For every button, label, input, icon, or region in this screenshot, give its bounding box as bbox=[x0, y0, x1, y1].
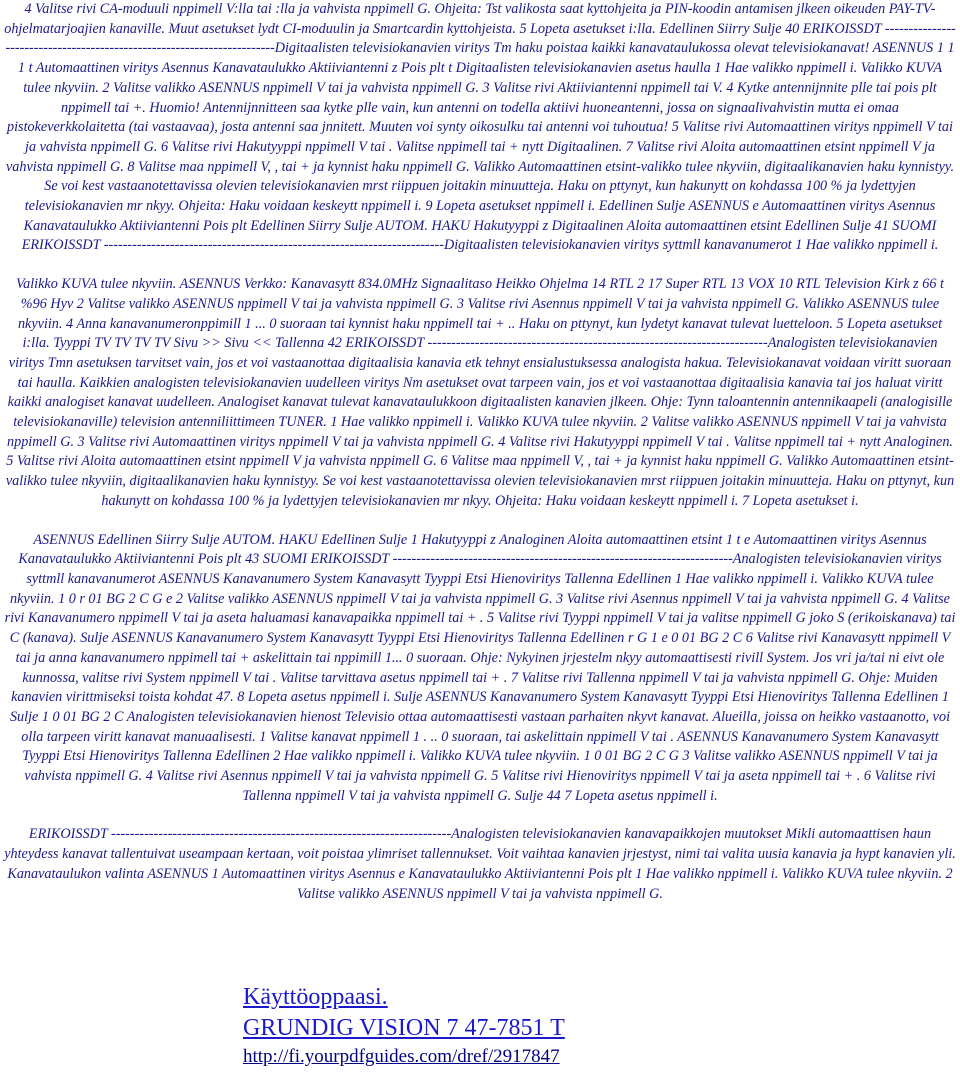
model-link[interactable]: GRUNDIG VISION 7 47-7851 T bbox=[243, 1015, 565, 1041]
manual-paragraph-3: ASENNUS Edellinen Siirry Sulje AUTOM. HAKU Edellinen Sulje 1 Hakutyyppi z Analoginen Aloita automaattinen etsint 1 t e Automaattinen viritys Asennus Kanavataulukko Aktiiviantenni Pois plt 43 SUOMI ERIKOISSDT ------------------------------------------------------------------------Analogisten televisiokanavien viritys syttmll kanavanumerot ASENNUS Kanavanumero System Kanavasytt Tyyppi Etsi Hienoviritys Tallenna Edellinen 1 Hae valikko nppimell i. Valikko KUVA tulee nkyviin. 1 0 r 01 BG 2 C G e 2 Valitse valikko ASENNUS nppimell V tai ja vahvista nppimell G. 3 Valitse rivi Asennus nppimell V tai ja vahvista nppimell G. 4 Valitse rivi Kanavanumero nppimell V tai ja aseta haluamasi kanavapaikka nppimell tai + . 5 Valitse rivi Tyyppi nppimell V tai ja valitse nppimell G joko S (erikoiskanava) tai C (kanava). Sulje ASENNUS Kanavanumero System Kanavasytt Tyyppi Etsi Hienoviritys Tallenna Edellinen r G 1 e 0 01 BG 2 C 6 Valitse rivi Kanavasytt nppimell V tai ja anna kanavanumero nppimell tai + askelittain tai nppimill 1... 0 suoraan. Ohje: Nykyinen jrjestelm nkyy automaattisesti rivill System. Jos vri ja/tai ni eivt ole kunnossa, valitse rivi System nppimell V tai . Valitse tarvittava asetus nppimell tai + . 7 Valitse rivi Tallenna nppimell V tai ja vahvista nppimell G. Ohje: Muiden kanavien virittmiseksi toista kohdat 47. 8 Lopeta asetus nppimell i. Sulje ASENNUS Kanavanumero System Kanavasytt Tyyppi Etsi Hienoviritys Tallenna Edellinen 1 Sulje 1 0 01 BG 2 C Analogisten televisiokanavien hienost Televisio ottaa automaattisesti vastaan parhaiten nkyvt kanavat. Alueilla, joissa on heikko vastaanotto, voi olla tarpeen viritt kanavat manuaalisesti. 1 Valitse kanavat nppimell 1 . .. 0 suoraan, tai askelittain nppimell V tai . ASENNUS Kanavanumero System Kanavasytt Tyyppi Etsi Hienoviritys Tallenna Edellinen 2 Hae valikko nppimell i. Valikko KUVA tulee nkyviin. 1 0 01 BG 2 C G 3 Valitse valikko ASENNUS nppimell V tai ja vahvista nppimell G. 4 Valitse rivi Asennus nppimell V tai ja vahvista nppimell G. 5 Valitse rivi Hienoviritys nppimell V tai ja aseta nppimell tai + . 6 Valitse rivi Tallenna nppimell V tai ja vahvista nppimell G. Sulje 44 7 Lopeta asetus nppimell i. bbox=[4, 531, 956, 804]
manual-paragraph-4: ERIKOISSDT ------------------------------------------------------------------------Analogisten televisiokanavien kanavapaikkojen muutokset Mikli automaattisen haun yhteydess kanavat tallentuivat useampaan kertaan, voit poistaa ylimriset tallennukset. Voit vaihtaa kanavien jrjestyst, nimi tai valita uusia kanavia ja hypt kanavien yli. Kanavataulukon valinta ASENNUS 1 Automaattinen viritys Asennus e Kanavataulukko Aktiiviantenni Pois plt 1 Hae valikko nppimell i. Valikko KUVA tulee nkyviin. 2 Valitse valikko ASENNUS nppimell V tai ja vahvista nppimell G. bbox=[4, 826, 956, 902]
source-url-link[interactable]: http://fi.yourpdfguides.com/dref/2917847 bbox=[243, 1046, 560, 1067]
paragraph-spacer bbox=[4, 806, 956, 825]
manual-text-body bbox=[4, 0, 956, 904]
paragraph-spacer bbox=[4, 256, 956, 275]
footer-links bbox=[243, 983, 743, 1070]
manual-paragraph-1: 4 Valitse rivi CA-moduuli nppimell V:lla tai :lla ja vahvista nppimell G. Ohjeita: Tst valikosta saat kyttohjeita ja PIN-koodin antamisen jlkeen oikeuden PAY-TV-ohjelmatarjoajien kanaville. Muut asetukset lydt CI-moduulin ja Smartcardin kyttohjeista. 5 Lopeta asetukset i:lla. Edellinen Siirry Sulje 40 ERIKOISSDT ------------------------------------------------------------------------Digitaalisten televisiokanavien viritys Tm haku poistaa kaikki kanavataulukossa olevat televisiokanavat! ASENNUS 1 1 1 t Automaattinen viritys Asennus Kanavataulukko Aktiiviantenni z Pois plt t Digitaalisten televisiokanavien asetus haulla 1 Hae valikko nppimell i. Valikko KUVA tulee nkyviin. 2 Valitse valikko ASENNUS nppimell V tai ja vahvista nppimell G. 3 Valitse rivi Aktiiviantenni nppimell tai V. 4 Kytke antennijnnite plle tai pois plt nppimell tai +. Huomio! Antennijnnitteen saa kytke plle vain, kun antenni on todella aktiivi huoneantenni, jossa on signaalivahvistin mutta ei omaa pistokeverkkolaitetta (tai vastaavaa), josta antenni saa jnnitett. Muuten voi synty oikosulku tai antenni voi tuhoutua! 5 Valitse rivi Automaattinen viritys nppimell V tai ja vahvista nppimell G. 6 Valitse rivi Hakutyyppi nppimell V tai . Valitse nppimell tai + nytt Digitaalinen. 7 Valitse rivi Aloita automaattinen etsint nppimell V ja vahvista nppimell G. 8 Valitse maa nppimell V, , tai + ja kynnist haku nppimell G. Valikko Automaattinen etsint-valikko tulee nkyviin, digitaalikanavien haku kynnistyy. Se voi kest vastaanotettavissa olevien televisiokanavien mrst riippuen joitakin minuutteja. Haku on pttynyt, kun hakunytt on kohdassa 100 % ja lydettyjen televisiokanavien mr nkyy. Ohjeita: Haku voidaan keskeytt nppimell i. 9 Lopeta asetukset nppimell i. Edellinen Sulje ASENNUS e Automaattinen viritys Asennus Kanavataulukko Aktiiviantenni Pois plt Edellinen Siirry Sulje AUTOM. HAKU Hakutyyppi z Digitaalinen Aloita automaattinen etsint Edellinen Sulje 41 SUOMI ERIKOISSDT ------------------------------------------------------------------------Digitaalisten televisiokanavien viritys syttmll kanavanumerot 1 Hae valikko nppimell i. bbox=[4, 1, 956, 254]
manual-link[interactable]: Käyttöoppaasi. bbox=[243, 984, 388, 1010]
paragraph-spacer bbox=[4, 512, 956, 531]
manual-paragraph-2: Valikko KUVA tulee nkyviin. ASENNUS Verkko: Kanavasytt 834.0MHz Signaalitaso Heikko Ohjelma 14 RTL 2 17 Super RTL 13 VOX 10 RTL Television Kirk z 66 t %96 Hyv 2 Valitse valikko ASENNUS nppimell V tai ja vahvista nppimell G. 3 Valitse rivi Asennus nppimell V tai ja vahvista nppimell G. Valikko ASENNUS tulee nkyviin. 4 Anna kanavanumeronppimill 1 ... 0 suoraan tai kynnist haku nppimell tai + .. Haku on pttynyt, kun lydetyt kanavat tulevat luetteloon. 5 Lopeta asetukset i:lla. Tyyppi TV TV TV TV Sivu >> Sivu << Tallenna 42 ERIKOISSDT ------------------------------------------------------------------------Analogisten televisiokanavien viritys Tmn asetuksen tarvitset vain, jos et voi vastaanottaa digitaalisia kanavia etk tehnyt ensialustuksessa analogista hakua. Televisiokanavat voidaan viritt suoraan tai haulla. Kaikkien analogisten televisiokanavien uudelleen viritys Nm asetukset ovat tarpeen vain, jos et voi vastaanottaa digitaalisia kanavia tai jos haluat viritt kaikki analogiset kanavat uudelleen. Analogiset kanavat tulevat kanavataulukkoon digitaalisten kanavien jlkeen. Ohje: Tynn taloantennin antennikaapeli (analogisille televisiokanaville) television antenniliittimeen TUNER. 1 Hae valikko nppimell i. Valikko KUVA tulee nkyviin. 2 Valitse valikko ASENNUS nppimell V tai ja vahvista nppimell G. 3 Valitse rivi Automaattinen viritys nppimell V tai ja vahvista nppimell G. 4 Valitse rivi Hakutyyppi nppimell V tai . Valitse nppimell tai + nytt Analoginen. 5 Valitse rivi Aloita automaattinen etsint nppimell V ja vahvista nppimell G. 6 Valitse maa nppimell V, , tai + ja kynnist haku nppimell G. Valikko Automaattinen etsint-valikko tulee nkyviin, digitaalikanavien haku kynnistyy. Se voi kest vastaanotettavissa olevien televisiokanavien mrst riippuen joitakin minuutteja. Haku on pttynyt, kun hakunytt on kohdassa 100 % ja lydettyjen televisiokanavien mr nkyy. Ohjeita: Haku voidaan keskeytt nppimell i. 7 Lopeta asetukset i. bbox=[5, 276, 955, 509]
